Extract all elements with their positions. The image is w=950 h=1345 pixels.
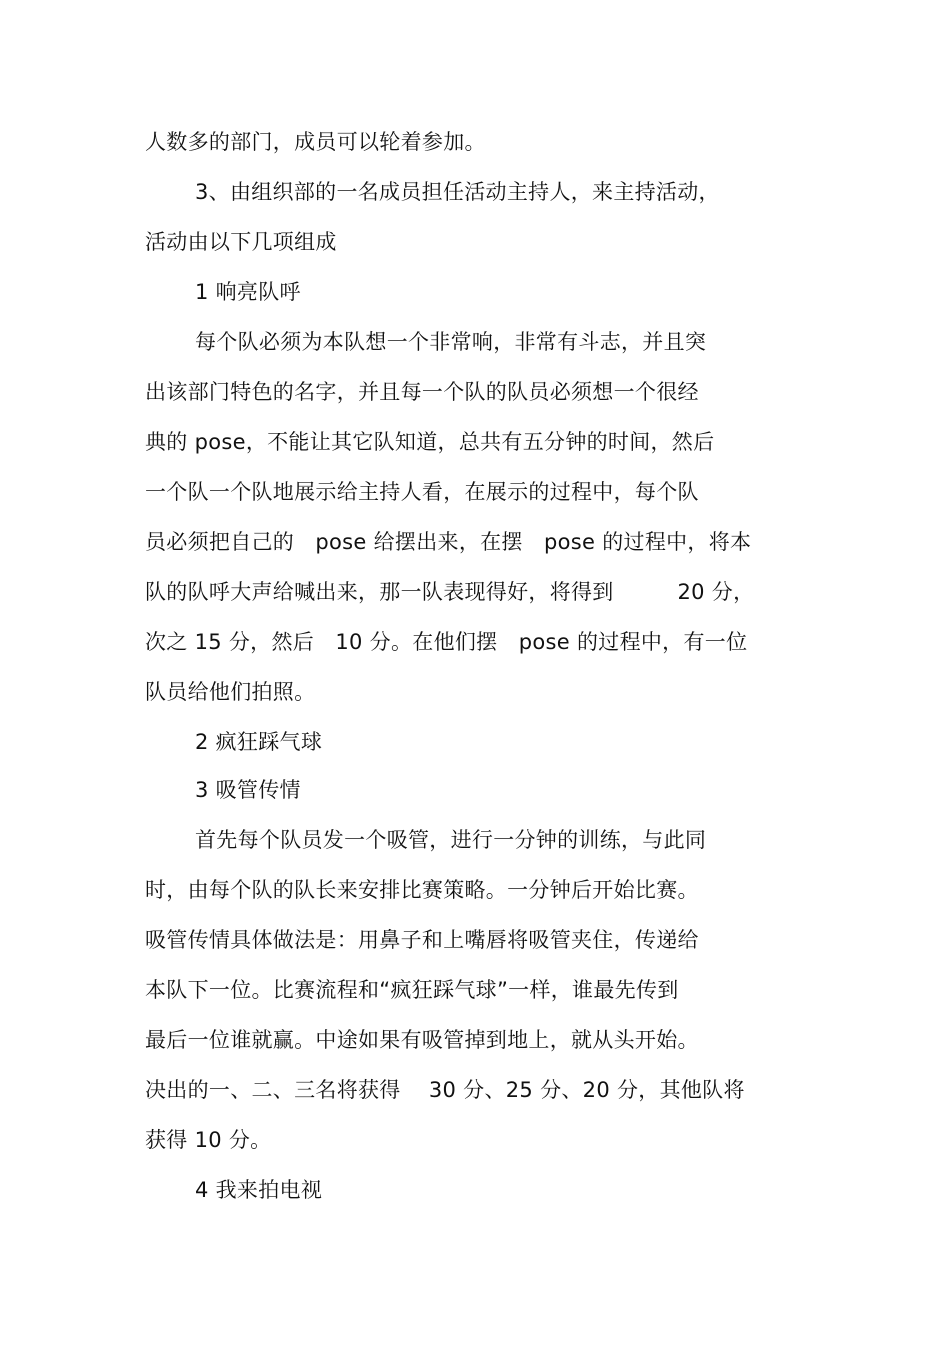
text-line-8: 一个队一个队地展示给主持人看，在展示的过程中，每个队	[145, 480, 699, 504]
text-line-19: 最后一位谁就赢。中途如果有吸管掉到地上，就从头开始。	[145, 1028, 699, 1052]
text-line-21: 获得 10 分。	[145, 1128, 272, 1152]
heading-3: 3 吸管传情	[195, 778, 301, 802]
text-line-18: 本队下一位。比赛流程和“疯狂踩气球”一样，谁最先传到	[145, 978, 679, 1002]
heading-1: 1 响亮队呼	[195, 280, 301, 304]
text-line-10: 队的队呼大声给喊出来，那一队表现得好，将得到 20 分，	[145, 580, 755, 604]
text-line-9: 员必须把自己的 pose 给摆出来，在摆 pose 的过程中，将本	[145, 530, 752, 554]
text-line-16: 时，由每个队的队长来安排比赛策略。一分钟后开始比赛。	[145, 878, 699, 902]
text-line-5: 每个队必须为本队想一个非常响，非常有斗志，并且突	[195, 330, 707, 354]
heading-4: 4 我来拍电视	[195, 1178, 323, 1202]
heading-2: 2 疯狂踩气球	[195, 730, 323, 754]
text-line-12: 队员给他们拍照。	[145, 680, 316, 704]
text-line-11: 次之 15 分，然后 10 分。在他们摆 pose 的过程中，有一位	[145, 630, 748, 654]
text-line-20: 决出的一、二、三名将获得 30 分、25 分、20 分，其他队将	[145, 1078, 745, 1102]
text-line-6: 出该部门特色的名字，并且每一个队的队员必须想一个很经	[145, 380, 699, 404]
text-line-3: 活动由以下几项组成	[145, 230, 337, 254]
text-line-7: 典的 pose，不能让其它队知道，总共有五分钟的时间，然后	[145, 430, 715, 454]
text-line-15: 首先每个队员发一个吸管，进行一分钟的训练，与此同	[195, 828, 707, 852]
text-line-1: 人数多的部门，成员可以轮着参加。	[145, 130, 486, 154]
text-line-17: 吸管传情具体做法是：用鼻子和上嘴唇将吸管夹住，传递给	[145, 928, 699, 952]
text-line-2: 3、由组织部的一名成员担任活动主持人，来主持活动，	[195, 180, 720, 204]
